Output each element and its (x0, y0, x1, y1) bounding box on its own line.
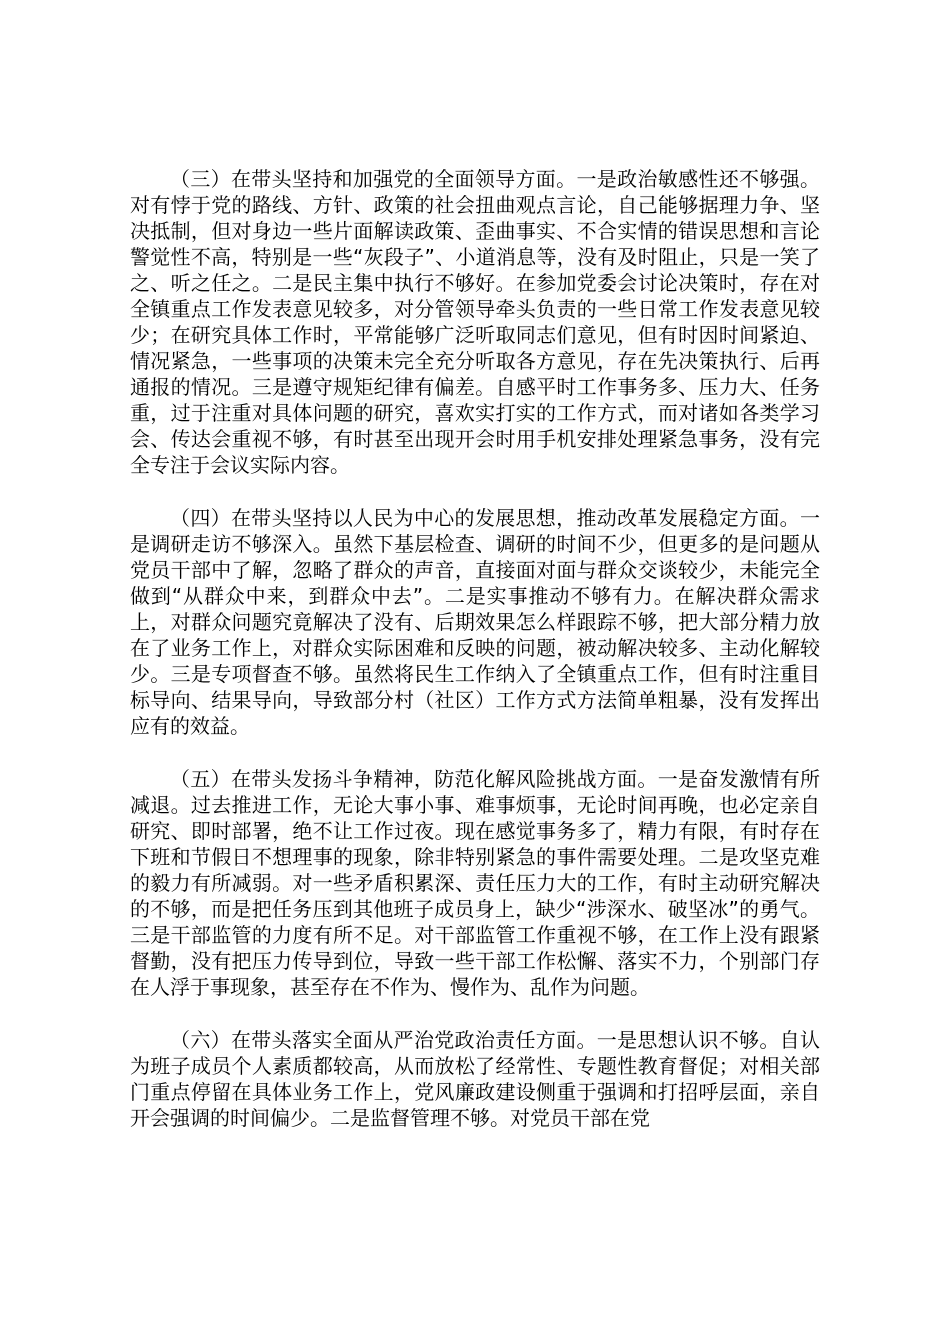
paragraph-section-4: （四）在带头坚持以人民为中心的发展思想，推动改革发展稳定方面。一是调研走访不够深入。虽然下基层检查、调研的时间不少，但更多的是问题从党员干部中了解，忽略了群众的声音，直接面对面与群众交谈较少，未能完全做到“从群众中来，到群众中去”。二是实事推动不够有力。在解决群众需求上，对群众问题究竟解决了没有、后期效果怎么样跟踪不够，把大部分精力放在了业务工作上，对群众实际困难和反映的问题，被动解决较多、主动化解较少。三是专项督查不够。虽然将民生工作纳入了全镇重点工作，但有时注重目标导向、结果导向，导致部分村（社区）工作方式方法简单粗暴，没有发挥出应有的效益。 (130, 506, 820, 738)
paragraph-section-5: （五）在带头发扬斗争精神，防范化解风险挑战方面。一是奋发激情有所减退。过去推进工作，无论大事小事、难事烦事，无论时间再晚，也必定亲自研究、即时部署，绝不让工作过夜。现在感觉事务多了，精力有限，有时存在下班和节假日不想理事的现象，除非特别紧急的事件需要处理。二是攻坚克难的毅力有所减弱。对一些矛盾积累深、责任压力大的工作，有时主动研究解决的不够，而是把任务压到其他班子成员身上，缺少“涉深水、破坚冰”的勇气。三是干部监管的力度有所不足。对干部监管工作重视不够，在工作上没有跟紧督勤，没有把压力传导到位，导致一些干部工作松懈、落实不力，个别部门存在人浮于事现象，甚至存在不作为、慢作为、乱作为问题。 (130, 767, 820, 999)
document-body (130, 166, 820, 1131)
paragraph-section-6: （六）在带头落实全面从严治党政治责任方面。一是思想认识不够。自认为班子成员个人素质都较高，从而放松了经常性、专题性教育督促；对相关部门重点停留在具体业务工作上，党风廉政建设侧重于强调和打招呼层面，亲自开会强调的时间偏少。二是监督管理不够。对党员干部在党 (130, 1028, 820, 1130)
paragraph-gap (130, 478, 820, 505)
paragraph-gap (130, 739, 820, 766)
paragraph-section-3: （三）在带头坚持和加强党的全面领导方面。一是政治敏感性还不够强。对有悖于党的路线、方针、政策的社会扭曲观点言论，自己能够据理力争、坚决抵制，但对身边一些片面解读政策、歪曲事实、不合实情的错误思想和言论警觉性不高，特别是一些“灰段子”、小道消息等，没有及时阻止，只是一笑了之、听之任之。二是民主集中执行不够好。在参加党委会讨论决策时，存在对全镇重点工作发表意见较多，对分管领导牵头负责的一些日常工作发表意见较少；在研究具体工作时，平常能够广泛听取同志们意见，但有时因时间紧迫、情况紧急，一些事项的决策未完全充分听取各方意见，存在先决策执行、后再通报的情况。三是遵守规矩纪律有偏差。自感平时工作事务多、压力大、任务重，过于注重对具体问题的研究，喜欢实打实的工作方式，而对诸如各类学习会、传达会重视不够，有时甚至出现开会时用手机安排处理紧急事务，没有完全专注于会议实际内容。 (130, 167, 820, 477)
paragraph-gap (130, 1000, 820, 1027)
